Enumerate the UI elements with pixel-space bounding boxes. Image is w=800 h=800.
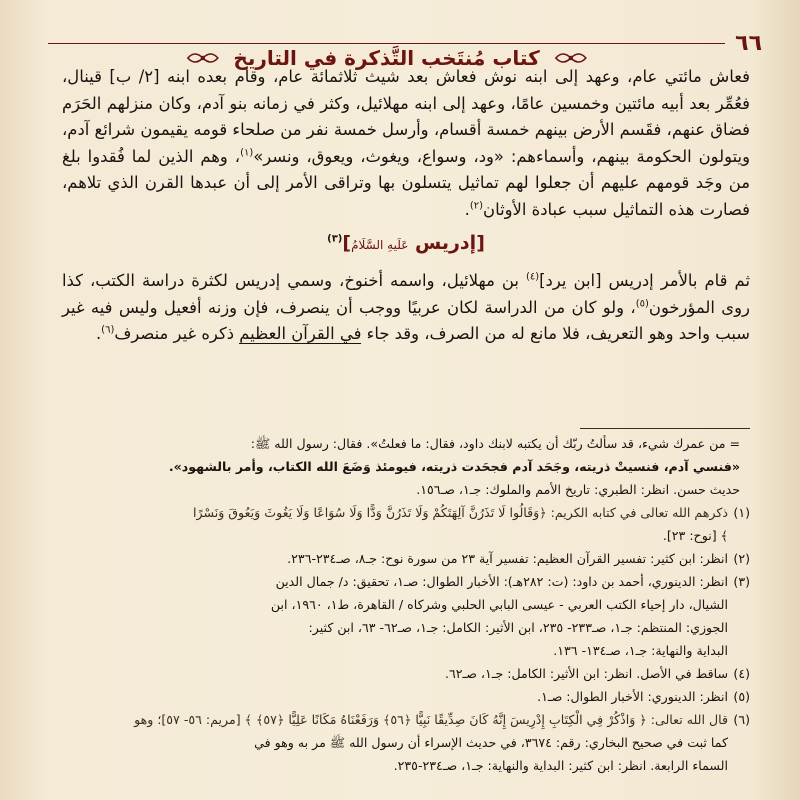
footnote-1: (١) ذكرهم الله تعالى في كتابه الكريم: ﴿وَقَالُوا لَا تَذَرُنَّ آلِهَتَكُمْ وَلَا تَذَرُنَّ وَدًّا وَلَا سُوَاعًا وَلَا يَغُوثَ وَيَعُوقَ وَنَسْرًا ﴾ [نوح: ٢٣]. (193, 505, 750, 543)
underlined-phrase: في القرآن العظيم (239, 324, 362, 344)
heading-name: إدريس (414, 231, 477, 254)
note-ref-1[interactable]: (١) (240, 147, 254, 159)
footnote-2: (٢) انظر: ابن كثير: تفسير القرآن العظيم: تفسير آية ٢٣ من سورة نوح: جـ٨، صـ٢٣٤-٢٣٦. (287, 551, 750, 566)
footnote-continuation: = من عمرك شيء، قد سألتُ ربّك أن يكتبه لابنك داود، فقال: ما فعلتُ». فقال: رسول الله ﷺ: «فنسي آدم، فنسيتْ ذريته، وجَحَد آدم فجحَدت ذريته، فيومئذ وَضَعَ الله الكتاب، وأمر بالشهود». حديث حسن. انظر: الطبري: تاريخ الأمم والملوك: جـ١، صـ١٥٦. (168, 436, 740, 497)
paragraph-2: ثم قام بالأمر إدريس [ابن يرد]$^{(٤)}$ بن مهلائيل، واسمه أخنوخ، وسمي إدريس لكثرة دراسة الكتب، كذا روى المؤرخون$^{(٥)}$، ولو كان من الدراسة لكان عربيًا ووجب أن ينصرف، فإن وزنه أفعيل وليس فيه غير سبب واحد وهو التعريف، فلا مانع له من الصرف، وقد جاء في القرآن العظيم ذكره غير منصرف$^{(٦)}$. (62, 271, 751, 344)
note-ref-6[interactable]: (٦) (101, 324, 115, 336)
book-title: كتاب مُنتَخب التَّذكرة في التاريخ (227, 46, 545, 70)
footnote-5: (٥) انظر: الدينوري: الأخبار الطوال: صـ١. (537, 689, 750, 704)
note-ref-5[interactable]: (٥) (635, 298, 649, 310)
footnote-6: (٦) قال الله تعالى: ﴿ وَاذْكُرْ فِي الْكِتَابِ إِدْرِيسَ إِنَّهُ كَانَ صِدِّيقًا نَبِيًّا ﴿٥٦﴾ وَرَفَعْنَاهُ مَكَانًا عَلِيًّا ﴿٥٧﴾ ﴾ [مريم: ٥٦- ٥٧]؛ وهو كما ثبت في صحيح البخاري: رقم: ٣٦٧٤، في حديث الإسراء أن رسول الله ﷺ مر به وهو في السماء الرابعة. انظر: ابن كثير: البداية والنهاية: جـ١، صـ٢٣٤-٢٣٥. (134, 712, 750, 773)
heading-honorific: عَلَيهِ السَّلَامُ (351, 237, 409, 252)
section-heading-idris: [إدريس عَلَيهِ السَّلَامُ]$^{(٣)}$ (327, 231, 485, 254)
note-ref-4[interactable]: (٤) (525, 271, 540, 283)
note-ref-2[interactable]: (٢) (469, 200, 484, 212)
note-ref-3[interactable]: (٣) (327, 233, 343, 245)
main-text (62, 64, 750, 348)
header-rule (48, 43, 725, 70)
footnote-divider (580, 428, 750, 429)
footnotes (52, 432, 750, 777)
page-number: ٦٦ (735, 30, 762, 56)
page-header (48, 26, 762, 70)
paragraph-1: فعاش مائتي عام، وعهد إلى ابنه نوش فعاش بعد شيث ثلاثمائة عام، وقام بعده ابنه [٢/ ب] قينال، فعُمِّر بعد أبيه مائتين وخمسين عامًا، وعهد إلى ابنه مهلائيل، وكثر في زمانه بنو آدم، وكان منزلهم الحَرَم فضاق عنهم، فقَسم الأرض بينهم خمسة أقسام، وأرسل خمسة نفر من صلحاء قومه يقيمون شرائع آدم، ويتولون الحكومة بينهم، وأسماءهم: «ود، وسواع، ويغوث، ويعوق، ونسر»$^{(١)}$، وهم الذين لما فُقدوا بلغ من وجَد قومهم عليهم أن جعلوا لهم تماثيل يتسلون بها وتراقى الأمر إلى أن عبدها القرن الذي تلاهم، فصارت هذه التماثيل سبب عبادة الأوثان$^{(٢)}$. (62, 67, 751, 219)
footnote-4: (٤) ساقط في الأصل. انظر: ابن الأثير: الكامل: جـ١، صـ٦٢. (444, 666, 750, 681)
footnote-3: (٣) انظر: الدينوري، أحمد بن داود: (ت: ٢٨٢هـ): الأخبار الطوال: صـ١، تحقيق: د/ جمال الدين الشيال، دار إحياء الكتب العربي - عيسى البابي الحلبي وشركاه / القاهرة، ط١، ١٩٦٠، ابن الجوزي: المنتظم: جـ١، صـ٢٣٣- ٢٣٥، ابن الأثير: الكامل: جـ١، صـ٦٢- ٦٣، ابن كثير: البداية والنهاية: جـ١، صـ١٣٤- ١٣٦. (270, 574, 750, 658)
